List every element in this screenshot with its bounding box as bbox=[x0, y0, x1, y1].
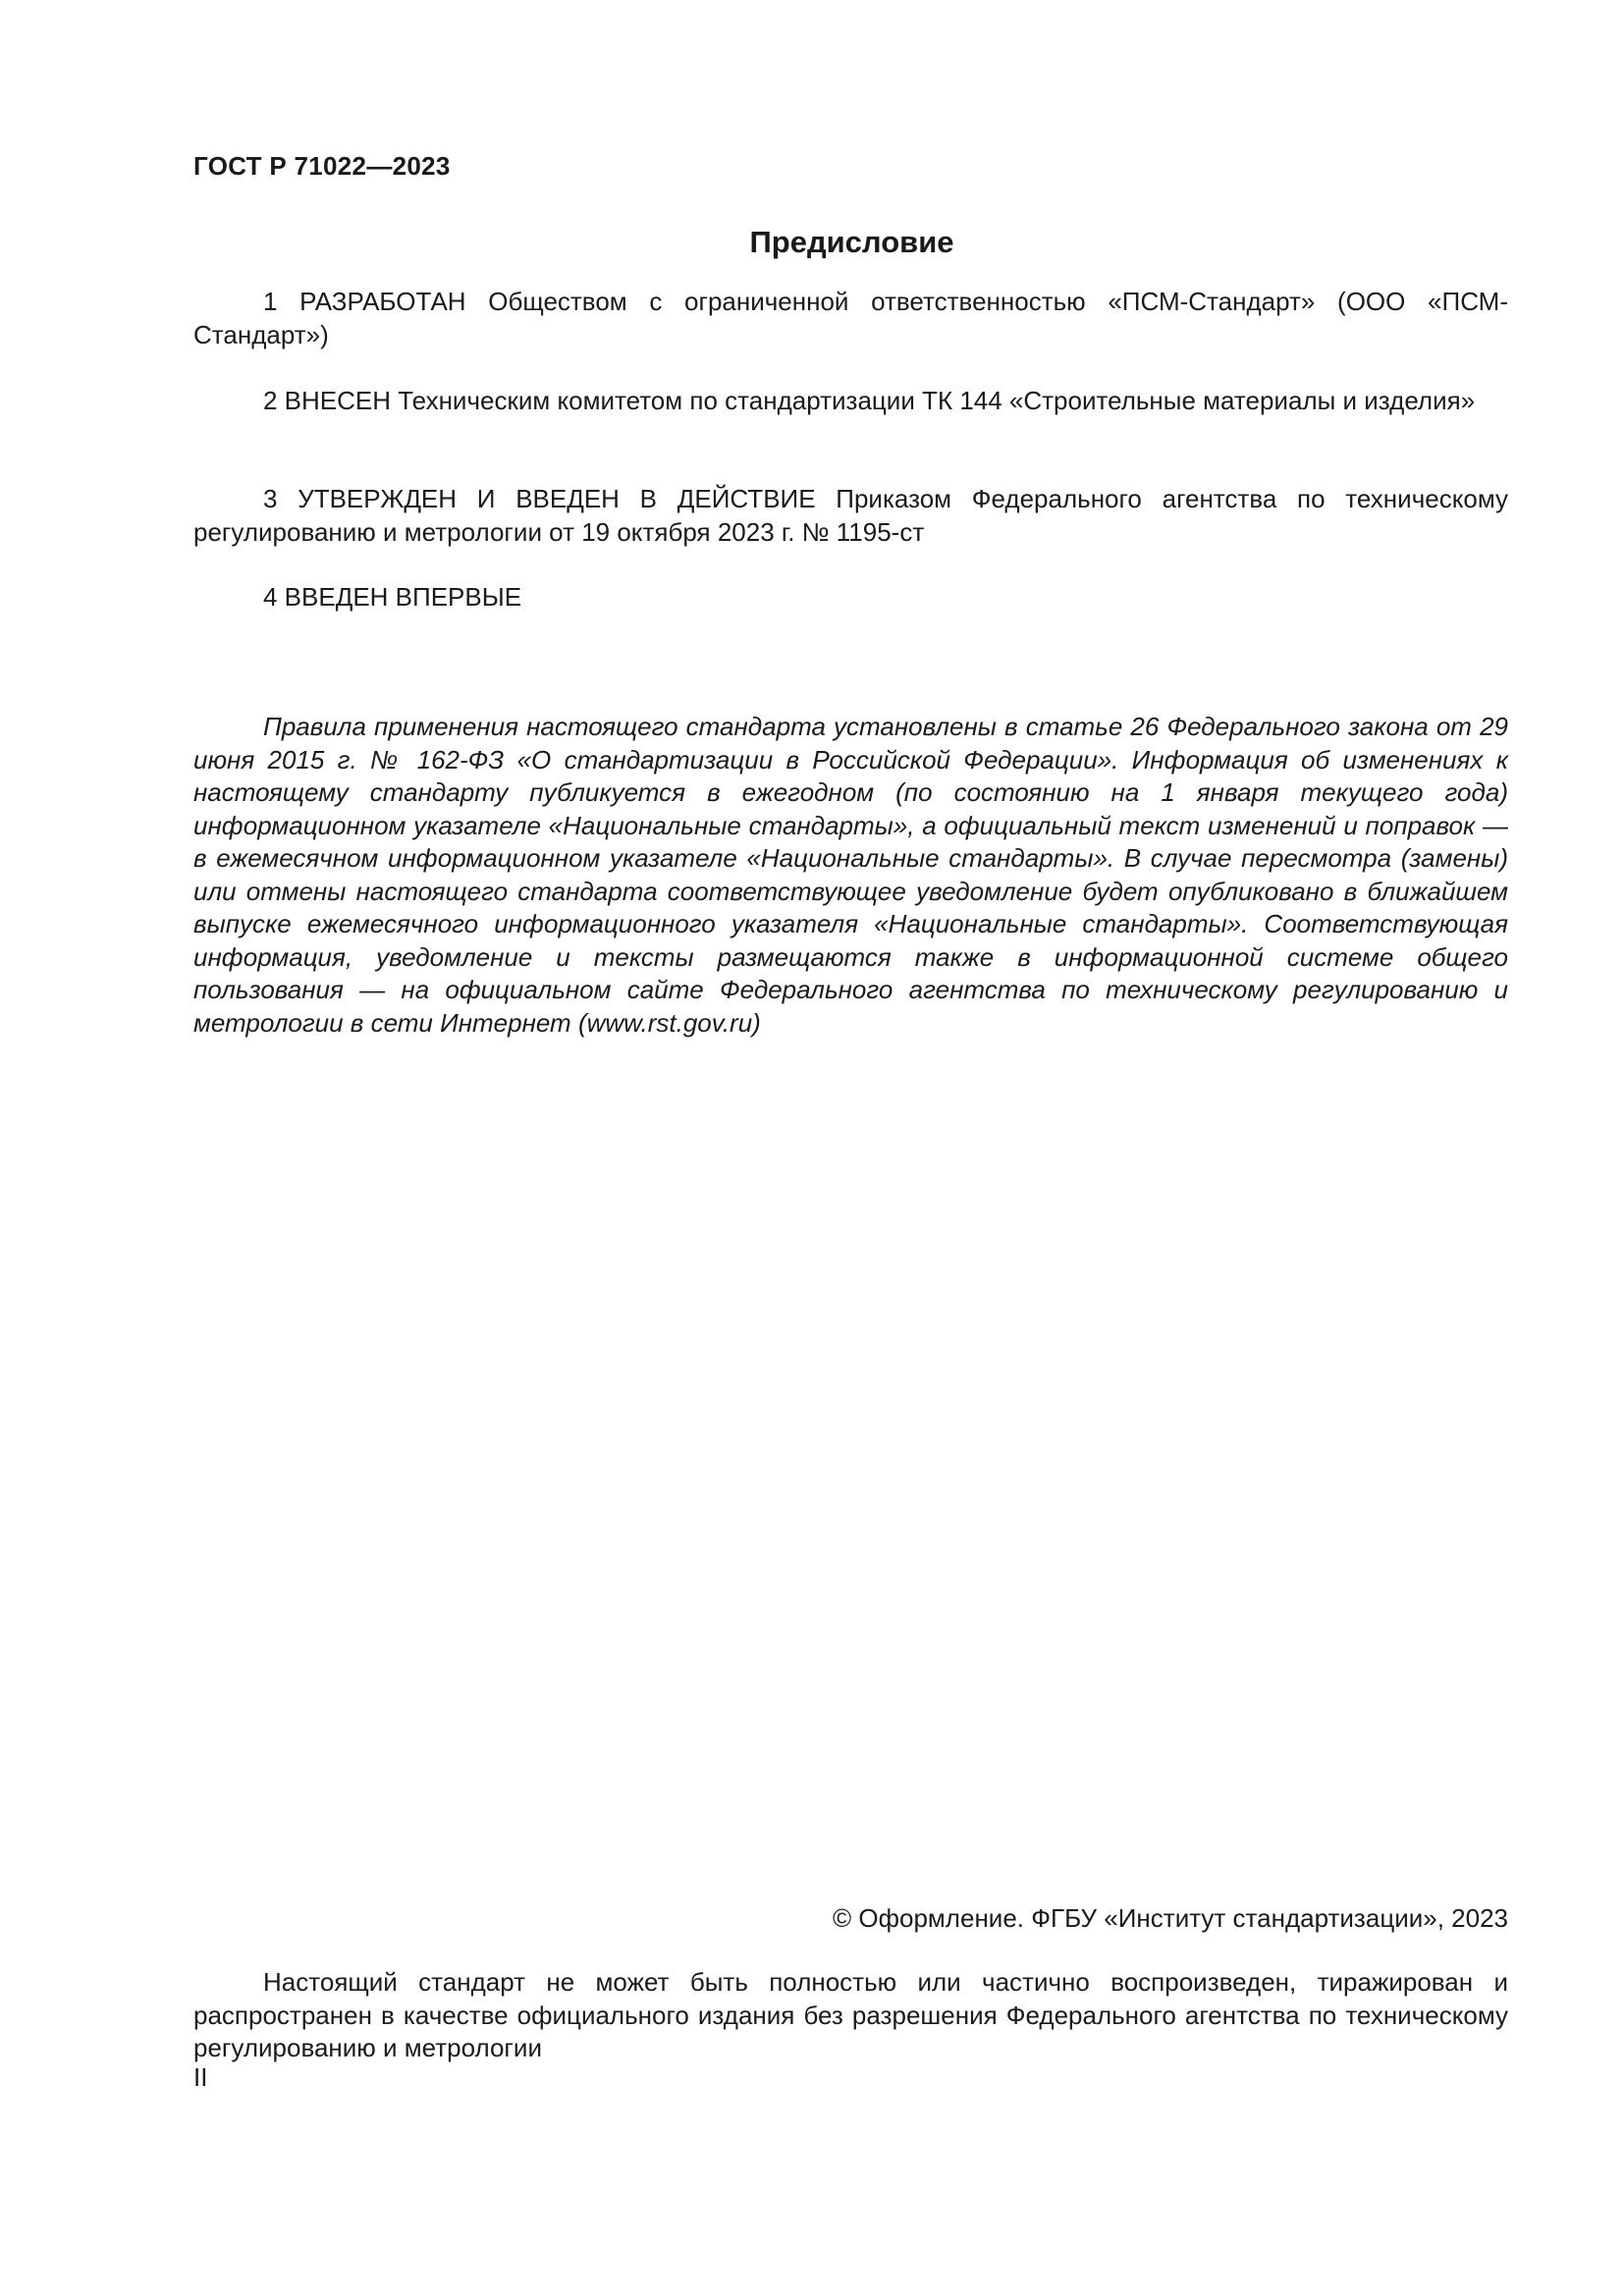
foreword-item-3-text: 3 УТВЕРЖДЕН И ВВЕДЕН В ДЕЙСТВИЕ Приказом Федерального агентства по техническому регулированию и метрологии от 19 октября 2023 г. № 1195-ст bbox=[193, 484, 1508, 547]
foreword-item-4 bbox=[193, 580, 1508, 614]
foreword-item-2-text: 2 ВНЕСЕН Техническим комитетом по стандартизации ТК 144 «Строительные материалы и изделия» bbox=[263, 386, 1476, 415]
reproduction-notice bbox=[193, 1966, 1508, 2065]
foreword-item-1-text: 1 РАЗРАБОТАН Обществом с ограниченной ответственностью «ПСМ-Стандарт» (ООО «ПСМ-Стандарт») bbox=[193, 287, 1508, 349]
application-rules-text: Правила применения настоящего стандарта установлены в статье 26 Федерального закона от 29 июня 2015 г. № 162-ФЗ «О стандартизации в Российской Федерации». Информация об изменениях к настоящему стандарту публикуется в ежегодном (по состоянию на 1 января текущего года) информационном указателе «Национальные стандарты», а официальный текст изменений и поправок — в ежемесячном информационном указателе «Национальные стандарты». В случае пересмотра (замены) или отмены настоящего стандарта соответствующее уведомление будет опубликовано в ближайшем выпуске ежемесячного информационного указателя «Национальные стандарты». Соответствующая информация, уведомление и тексты размещаются также в информационной системе общего пользования — на официальном сайте Федерального агентства по техническому регулированию и метрологии в сети Интернет (www.rst.gov.ru) bbox=[193, 712, 1508, 1038]
copyright-line: © Оформление. ФГБУ «Институт стандартизации», 2023 bbox=[833, 1903, 1508, 1933]
reproduction-notice-text: Настоящий стандарт не может быть полностью или частично воспроизведен, тиражирован и распространен в качестве официального издания без разрешения Федерального агентства по техническому регулированию и метрологии bbox=[193, 1967, 1508, 2062]
page-title: Предисловие bbox=[749, 225, 954, 259]
page-number: II bbox=[193, 2062, 208, 2092]
foreword-item-1 bbox=[193, 285, 1508, 351]
foreword-item-4-text: 4 ВВЕДЕН ВПЕРВЫЕ bbox=[263, 582, 522, 612]
application-rules-notice bbox=[193, 711, 1508, 1040]
document-code-header: ГОСТ Р 71022—2023 bbox=[193, 151, 451, 181]
foreword-item-3 bbox=[193, 482, 1508, 549]
foreword-item-2 bbox=[193, 384, 1508, 417]
